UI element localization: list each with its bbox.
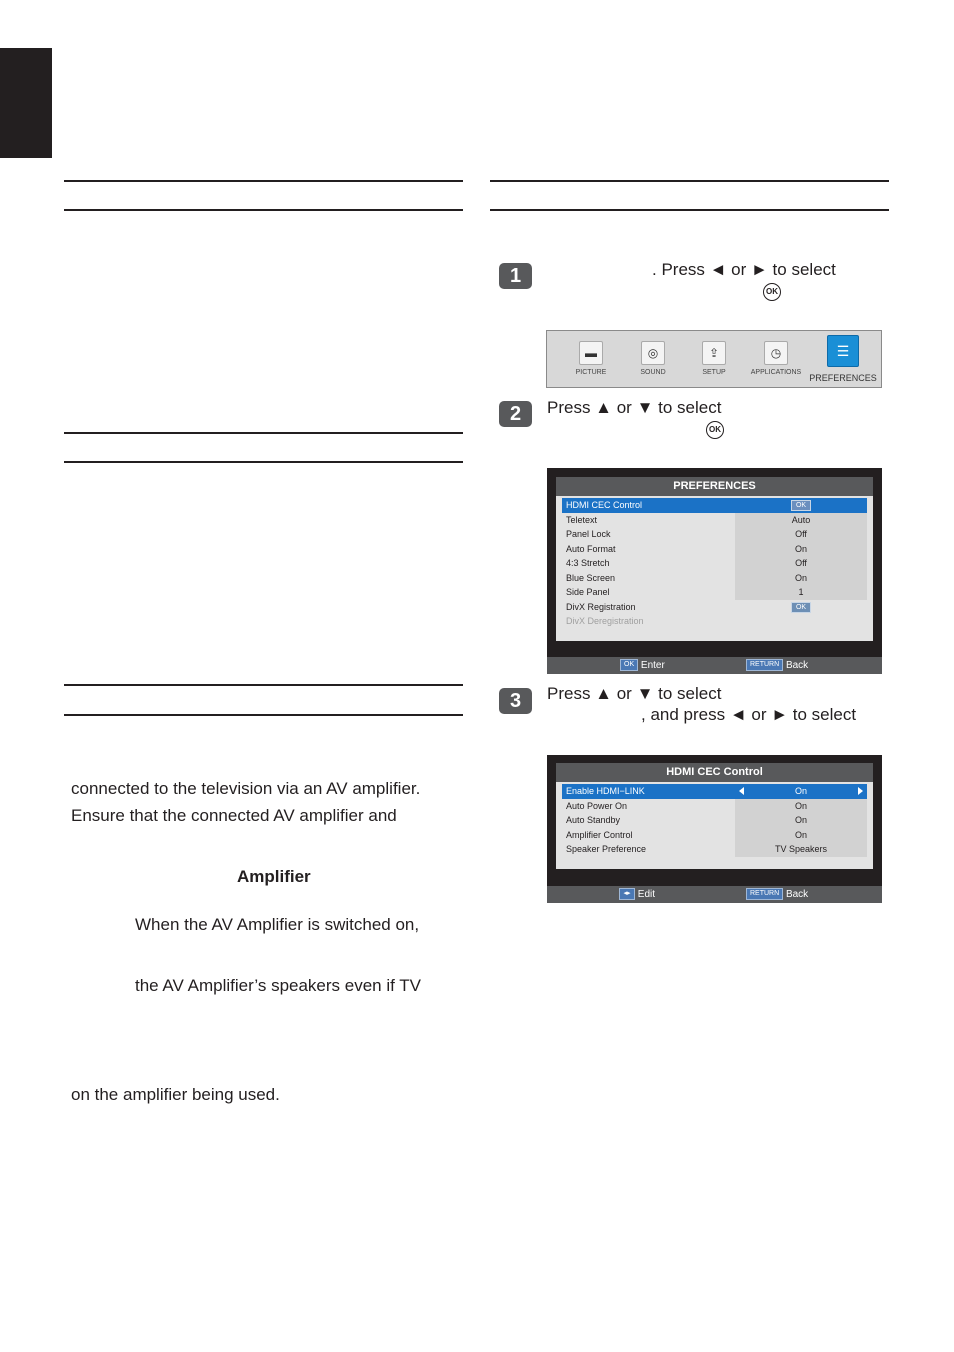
menu-item-picture[interactable]: ▬ PICTURE	[560, 331, 622, 387]
paragraph-line: When the AV Amplifier is switched on,	[135, 915, 420, 934]
menu-item-applications[interactable]: ◷ APPLICATIONS	[745, 331, 807, 387]
section-rule	[490, 180, 889, 182]
section-rule	[64, 432, 463, 434]
applications-icon: ◷	[764, 341, 788, 365]
section-rule	[64, 714, 463, 716]
return-key-chip: RETURN	[746, 659, 783, 671]
main-menu-bar	[546, 330, 882, 388]
arrow-left-icon[interactable]	[739, 787, 744, 795]
section-rule	[64, 684, 463, 686]
menu-row-auto-format[interactable]: Auto Format On	[562, 542, 867, 557]
paragraph-line: the AV Amplifier’s speakers even if TV	[135, 976, 421, 995]
section-rule	[64, 461, 463, 463]
menu-row-amplifier-control[interactable]: Amplifier Control On	[562, 828, 867, 843]
menu-row-4-3-stretch[interactable]: 4:3 Stretch Off	[562, 556, 867, 571]
ok-key-chip: OK	[620, 659, 638, 671]
menu-item-preferences[interactable]: ☰ PREFERENCES	[807, 331, 879, 387]
menu-row-divx-deregistration: DivX Deregistration	[566, 616, 644, 626]
menu-footer	[547, 657, 882, 674]
picture-icon: ▬	[579, 341, 603, 365]
paragraph-line: connected to the television via an AV amplifier.	[71, 779, 421, 798]
step-3-text: Press ▲ or ▼ to select	[547, 684, 722, 703]
menu-row-panel-lock[interactable]: Panel Lock Off	[562, 527, 867, 542]
menu-footer	[547, 886, 882, 903]
step-1-text: . Press ◄ or ► to select	[652, 260, 836, 279]
back-label: Back	[785, 660, 809, 671]
menu-title: HDMI CEC Control	[556, 763, 873, 782]
arrow-right-icon[interactable]	[858, 787, 863, 795]
paragraph-line: Ensure that the connected AV amplifier and	[71, 806, 397, 825]
step-3-badge: 3	[499, 688, 532, 714]
language-tab	[0, 48, 52, 158]
menu-row-teletext[interactable]: Teletext Auto	[562, 513, 867, 528]
setup-icon: ⇪	[702, 341, 726, 365]
sound-icon: ◎	[641, 341, 665, 365]
section-rule	[64, 209, 463, 211]
ok-button-icon: OK	[763, 283, 781, 301]
edit-label: Edit	[637, 889, 656, 900]
preferences-panel	[556, 477, 873, 641]
section-rule	[64, 180, 463, 182]
ok-button-icon: OK	[706, 421, 724, 439]
paragraph-line: on the amplifier being used.	[71, 1085, 280, 1104]
step-1-badge: 1	[499, 263, 532, 289]
menu-row-enable-hdmi-link[interactable]: Enable HDMI−LINK On	[562, 784, 867, 799]
menu-row-side-panel[interactable]: Side Panel 1	[562, 585, 867, 600]
step-2-badge: 2	[499, 401, 532, 427]
menu-item-setup[interactable]: ⇪ SETUP	[683, 331, 745, 387]
subheading: Amplifier	[237, 867, 311, 886]
menu-row-hdmi-cec-control[interactable]: HDMI CEC Control OK	[562, 498, 867, 513]
left-right-arrows-icon: ◂▸	[619, 888, 635, 900]
back-label: Back	[785, 889, 809, 900]
menu-row-auto-power-on[interactable]: Auto Power On On	[562, 799, 867, 814]
menu-title: PREFERENCES	[556, 477, 873, 496]
return-key-chip: RETURN	[746, 888, 783, 900]
menu-row-auto-standby[interactable]: Auto Standby On	[562, 813, 867, 828]
menu-row-blue-screen[interactable]: Blue Screen On	[562, 571, 867, 586]
menu-row-speaker-preference[interactable]: Speaker Preference TV Speakers	[562, 842, 867, 857]
menu-item-sound[interactable]: ◎ SOUND	[622, 331, 684, 387]
section-rule	[490, 209, 889, 211]
step-2-text: Press ▲ or ▼ to select	[547, 398, 722, 417]
enter-label: Enter	[640, 660, 665, 671]
preferences-menu	[547, 468, 882, 674]
preferences-icon: ☰	[827, 335, 859, 367]
menu-row-divx-registration[interactable]: DivX Registration OK	[562, 600, 867, 615]
step-3-text: , and press ◄ or ► to select	[641, 705, 857, 724]
hdmi-cec-panel	[556, 763, 873, 869]
hdmi-cec-menu	[547, 755, 882, 903]
